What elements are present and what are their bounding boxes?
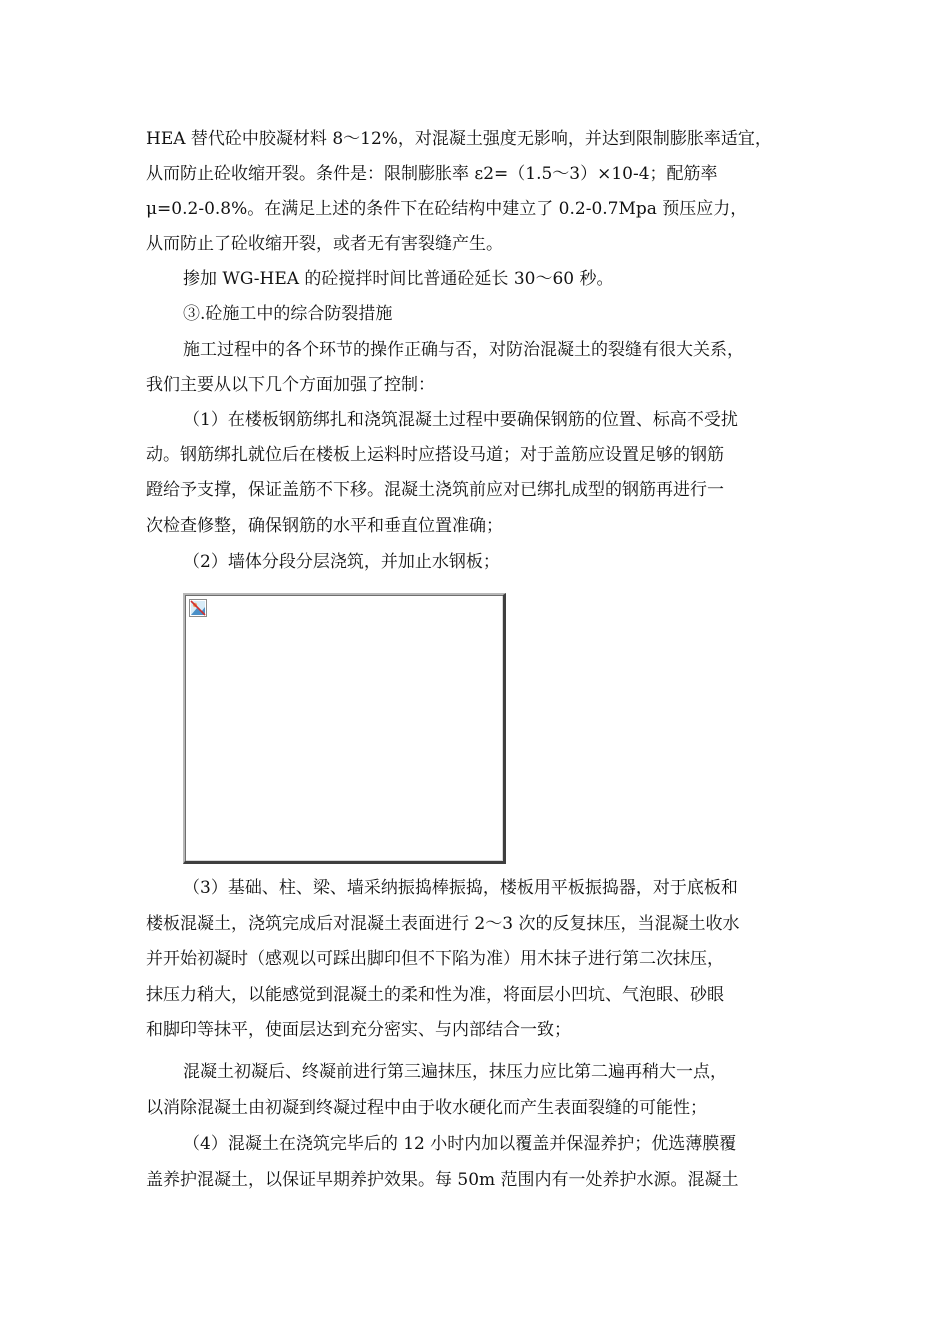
- text-line: 和脚印等抹平，使面层达到充分密实、与内部结合一致；: [146, 1020, 571, 1040]
- broken-image-icon: [189, 599, 207, 617]
- text-line: 施工过程中的各个环节的操作正确与否，对防治混凝土的裂缝有很大关系，: [183, 340, 744, 360]
- text-line: 并开始初凝时（感观以可踩出脚印但不下陷为准）用木抹子进行第二次抹压，: [146, 949, 724, 969]
- text-line: 掺加 WG-HEA 的砼搅拌时间比普通砼延长 30～60 秒。: [183, 269, 614, 289]
- text-line: 动。钢筋绑扎就位后在楼板上运料时应搭设马道；对于盖筋应设置足够的钢筋: [146, 445, 724, 465]
- text-line: 抹压力稍大，以能感觉到混凝土的柔和性为准，将面层小凹坑、气泡眼、砂眼: [146, 985, 724, 1005]
- text-line: 盖养护混凝土，以保证早期养护效果。每 50m 范围内有一处养护水源。混凝土: [146, 1170, 739, 1190]
- text-line: （3）基础、柱、梁、墙采纳振捣棒振捣，楼板用平板振捣器，对于底板和: [183, 878, 738, 898]
- text-line: 次检查修整，确保钢筋的水平和垂直位置准确；: [146, 516, 503, 536]
- text-line: （1）在楼板钢筋绑扎和浇筑混凝土过程中要确保钢筋的位置、标高不受扰: [183, 410, 738, 430]
- text-line: 从而防止了砼收缩开裂，或者无有害裂缝产生。: [146, 234, 503, 254]
- text-line: （2）墙体分段分层浇筑，并加止水钢板；: [183, 552, 500, 572]
- text-line: 混凝土初凝后、终凝前进行第三遍抹压，抹压力应比第二遍再稍大一点，: [183, 1062, 727, 1082]
- text-line: 以消除混凝土由初凝到终凝过程中由于收水硬化而产生表面裂缝的可能性；: [146, 1098, 707, 1118]
- text-line: （4）混凝土在浇筑完毕后的 12 小时内加以覆盖并保湿养护；优选薄膜覆: [183, 1134, 737, 1154]
- section-heading: ③.砼施工中的综合防裂措施: [183, 304, 393, 324]
- text-line: 楼板混凝土，浇筑完成后对混凝土表面进行 2～3 次的反复抹压，当混凝土收水: [146, 914, 740, 934]
- text-line: HEA 替代砼中胶凝材料 8～12%，对混凝土强度无影响，并达到限制膨胀率适宜，: [146, 129, 772, 149]
- text-line: 从而防止砼收缩开裂。条件是：限制膨胀率 ε2=（1.5～3）×10-4；配筋率: [146, 164, 718, 184]
- text-line: 我们主要从以下几个方面加强了控制：: [146, 375, 435, 395]
- text-line: 蹬给予支撑，保证盖筋不下移。混凝土浇筑前应对已绑扎成型的钢筋再进行一: [146, 480, 724, 500]
- text-line: μ=0.2-0.8%。在满足上述的条件下在砼结构中建立了 0.2-0.7Mpa 预压应力，: [146, 199, 748, 219]
- image-placeholder: [183, 593, 506, 864]
